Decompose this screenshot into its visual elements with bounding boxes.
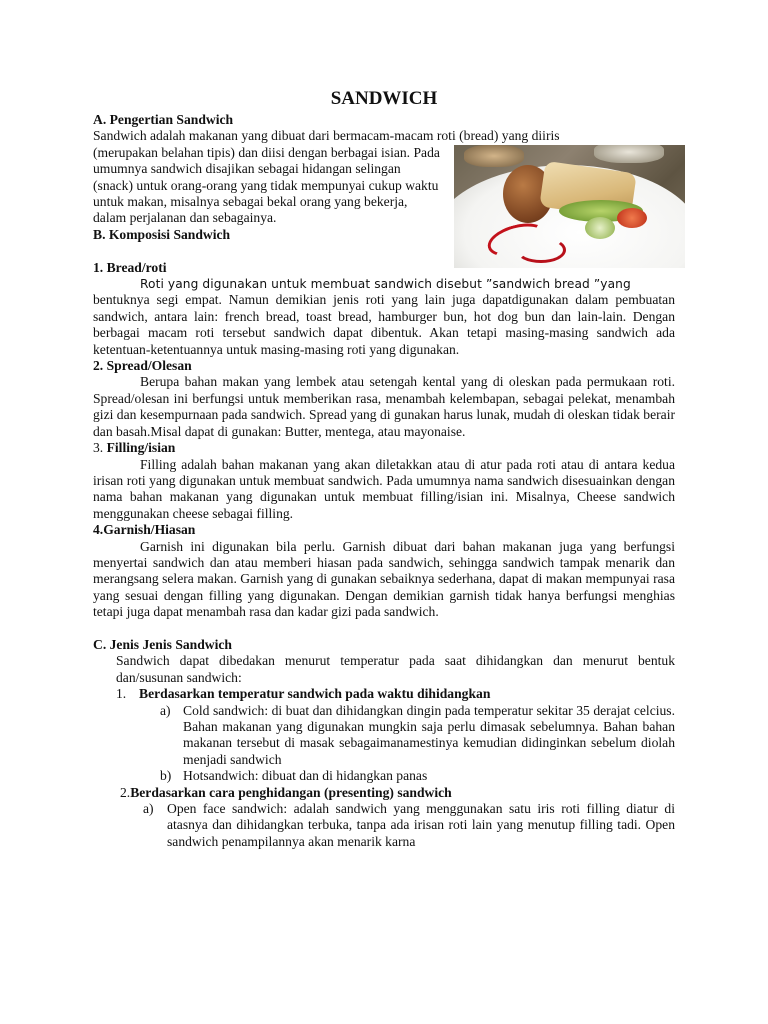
section-a-text: (merupakan belahan tipis) dan diisi dengan berbagai isian. Pada umumnya sandwich disajikan sebagai hidangan selingan (snack) untuk orang-orang yang tidak mempunyai cukup waktu untuk makan, misalnya sebagai bekal orang yang bekerja, dalam perjalanan dan sebagainya.: [93, 144, 440, 226]
filling-heading: [93, 440, 675, 456]
group1-heading-label: Berdasarkan temperatur sandwich pada waktu dihidangkan: [139, 686, 491, 702]
section-c-heading: C. Jenis Jenis Sandwich: [93, 636, 232, 652]
group2-number: 2.: [120, 784, 131, 800]
bread-text: bentuknya segi empat. Namun demikian jenis roti yang lain juga dapatdigunakan dalam pembuatan sandwich, antara lain: french bread, toast bread, hamburger bun, hot dog bun dan lain-lain. Dengan berbagai macam roti tersebut sandwich dapat dibentuk. Akan tetapi masing-masing sandwich ada ketentuan-ketentuannya untuk masing-masing roti yang digunakan.: [93, 292, 675, 357]
list-item: [93, 801, 675, 850]
spread-text: Berupa bahan makan yang lembek atau setengah kental yang di oleskan pada permukaan roti. Spread/olesan ini berfungsi untuk memberikan rasa, menambah kelembapan, sebagai pelekat, menambah gizi dan kesempurnaan pada sandwich. Spread yang di gunakan harus lunak, mudah di oleskan tidak berair dan basah.Misal dapat di gunakan: Butter, mentega, atau mayonaise.: [93, 374, 675, 439]
bread-heading: 1. Bread/roti: [93, 259, 167, 275]
filling-heading-label: Filling/isian: [106, 440, 176, 456]
section-c-intro: Sandwich dapat dibedakan menurut temperatur pada saat dihidangkan dan menurut bentuk dan/susunan sandwich:: [116, 653, 675, 685]
filling-heading-num: 3.: [93, 440, 107, 456]
group1-heading: [93, 686, 675, 702]
list-marker: a): [143, 801, 154, 817]
garnish-text: Garnish ini digunakan bila perlu. Garnish dibuat dari bahan makanan juga yang berfungsi menyertai sandwich dan atau memberi hiasan pada sandwich, sehingga sandwich tampak menarik dan merangsang selera makan. Garnish yang di gunakan sebaiknya sederhana, dapat di makan mempunyai rasa yang sesuai dengan filling yang digunakan. Dengan demikian garnish tidak hanya berfungsi menghias tetapi juga dapat menambah rasa dan kadar gizi pada sandwich.: [93, 538, 675, 620]
page-title: SANDWICH: [330, 88, 438, 109]
section-b-heading: B. Komposisi Sandwich: [93, 226, 231, 242]
section-a-text-line1: Sandwich adalah makanan yang dibuat dari bermacam-macam roti (bread) yang diiris: [93, 128, 560, 144]
filling-text: Filling adalah bahan makanan yang akan diletakkan atau di atur pada roti atau di antara kedua irisan roti yang digunakan untuk membuat sandwich. Pada umumnya nama sandwich disesuainkan dengan nama bahan makanan yang digunakan untuk membuat filling/isian ini. Misalnya, Cheese sandwich menggunakan cheese sebagai filling.: [93, 456, 675, 521]
list-marker: a): [160, 702, 171, 718]
group2-heading-label: Berdasarkan cara penghidangan (presenting) sandwich: [130, 784, 452, 800]
section-a-heading: A. Pengertian Sandwich: [93, 112, 234, 127]
garnish-heading: 4.Garnish/Hiasan: [93, 522, 196, 538]
bread-lead: Roti yang digunakan untuk membuat sandwich disebut ”sandwich bread ”yang: [140, 277, 631, 292]
sandwich-photo: [454, 145, 685, 268]
spread-heading: 2. Spread/Olesan: [93, 358, 192, 374]
group2-heading: [93, 785, 675, 801]
list-item-text: Cold sandwich: di buat dan dihidangkan dingin pada temperatur sekitar 35 derajat celcius. Bahan makanan yang digunakan mungkin saja perlu dimasak sebelumnya. Bahan bahan makanan tersebut di masak sebagaimanamestinya kemudian didinginkan sebelum diolah menjadi sandwich: [183, 702, 675, 767]
list-item: [93, 703, 675, 769]
list-item-text: Open face sandwich: adalah sandwich yang menggunakan satu iris roti filling diatur di atasnya dan dihidangkan terbuka, tanpa ada irisan roti lain yang menutup filling tadi. Open sandwich penampilannya akan menarik karna: [167, 801, 675, 849]
group1-number: 1.: [116, 686, 127, 702]
document-page: [93, 86, 675, 850]
list-marker: b): [160, 768, 172, 784]
list-item-text: Hotsandwich: dibuat dan di hidangkan panas: [183, 768, 428, 784]
list-item: [93, 768, 675, 784]
